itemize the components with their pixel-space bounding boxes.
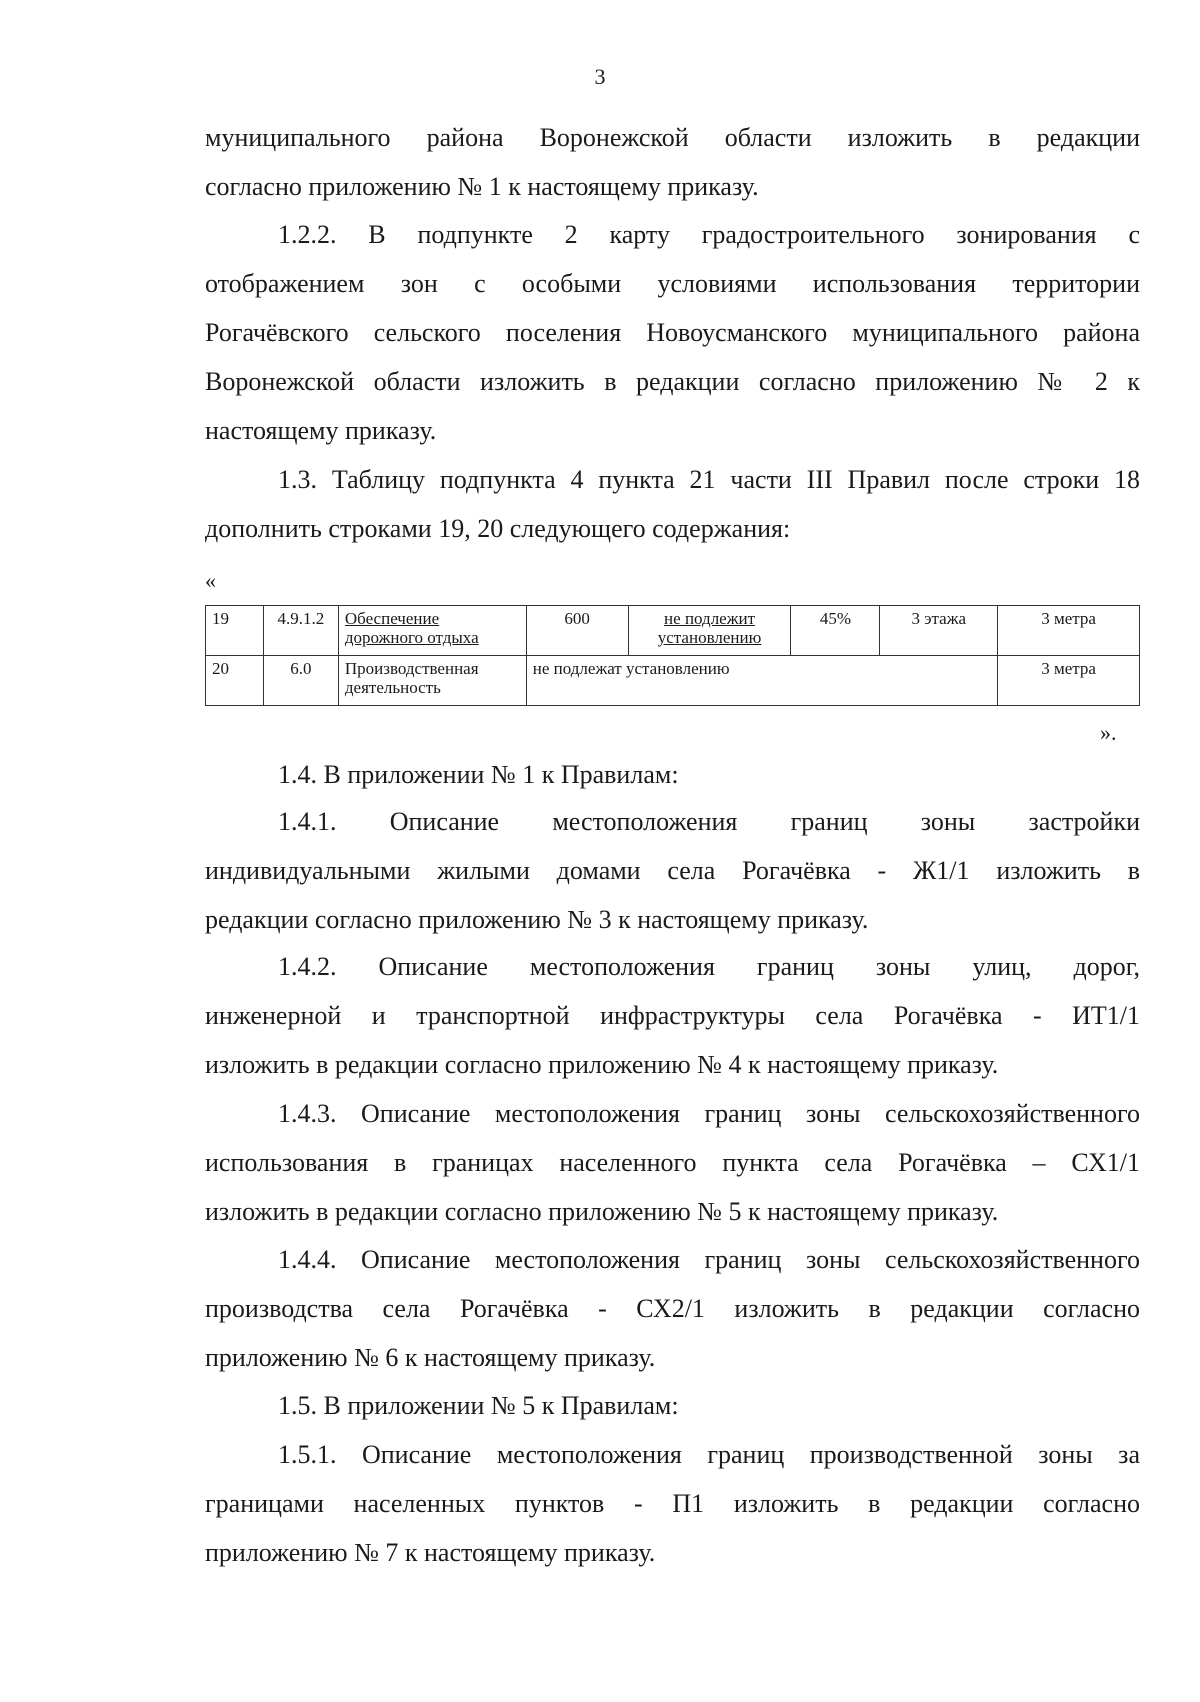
zoning-table xyxy=(205,605,1140,706)
text-line: муниципального района Воронежской области изложить в редакции xyxy=(205,123,1140,152)
text-line: изложить в редакции согласно приложению № 4 к настоящему приказу. xyxy=(205,1050,999,1079)
text-line: настоящему приказу. xyxy=(205,416,437,445)
text-line: 1.4.1. Описание местоположения границ зоны застройки xyxy=(278,807,1140,836)
text-line: инженерной и транспортной инфраструктуры села Рогачёвка - ИТ1/1 xyxy=(205,1001,1140,1030)
text-line: дополнить строками 19, 20 следующего содержания: xyxy=(205,514,791,543)
paragraph-1-4-4 xyxy=(205,1235,1140,1382)
text-line: 1.4.3. Описание местоположения границ зоны сельскохозяйственного xyxy=(278,1099,1140,1128)
cell-name: Обеспечение дорожного отдыха xyxy=(338,606,526,656)
paragraph-1-4-1 xyxy=(205,797,1140,944)
paragraph-1-5-1 xyxy=(205,1430,1140,1577)
cell-distance: 3 метра xyxy=(998,656,1140,706)
text-line: 1.3. Таблицу подпункта 4 пункта 21 части III Правил после строки 18 xyxy=(278,465,1140,494)
paragraph-1-4: 1.4. В приложении № 1 к Правилам: xyxy=(278,760,679,789)
text-line: приложению № 6 к настоящему приказу. xyxy=(205,1343,656,1372)
table-row-20 xyxy=(206,656,1140,706)
text-line: 1.5.1. Описание местоположения границ производственной зоны за xyxy=(278,1440,1140,1469)
text-line: приложению № 7 к настоящему приказу. xyxy=(205,1538,656,1567)
cell-percent: 45% xyxy=(791,606,880,656)
cell-area: 600 xyxy=(526,606,628,656)
paragraph-1-5: 1.5. В приложении № 5 к Правилам: xyxy=(278,1391,679,1420)
quote-close: ». xyxy=(1100,720,1117,745)
cell-setback: не подлежит установлению xyxy=(628,606,791,656)
text-line: использования в границах населенного пункта села Рогачёвка – СХ1/1 xyxy=(205,1148,1140,1177)
cell-name: Производственная деятельность xyxy=(338,656,526,706)
text-line: Воронежской области изложить в редакции согласно приложению № 2 к xyxy=(205,367,1140,396)
text-line: согласно приложению № 1 к настоящему приказу. xyxy=(205,172,759,201)
text-line: редакции согласно приложению № 3 к настоящему приказу. xyxy=(205,905,869,934)
cell-floors: 3 этажа xyxy=(880,606,998,656)
cell-code: 4.9.1.2 xyxy=(263,606,338,656)
text-line: отображением зон с особыми условиями использования территории xyxy=(205,269,1140,298)
cell-merged: не подлежат установлению xyxy=(526,656,997,706)
cell-code: 6.0 xyxy=(263,656,338,706)
page-number: 3 xyxy=(594,64,606,89)
cell-number: 19 xyxy=(206,606,264,656)
text-line: 1.2.2. В подпункте 2 карту градостроительного зонирования с xyxy=(278,220,1140,249)
text-line: 1.4.2. Описание местоположения границ зоны улиц, дорог, xyxy=(278,952,1140,981)
paragraph-1-4-2 xyxy=(205,942,1140,1089)
paragraph-1-4-3 xyxy=(205,1089,1140,1236)
paragraph-1-2-2 xyxy=(205,210,1140,455)
cell-number: 20 xyxy=(206,656,264,706)
text-line: изложить в редакции согласно приложению № 5 к настоящему приказу. xyxy=(205,1197,999,1226)
text-line: 1.4.4. Описание местоположения границ зоны сельскохозяйственного xyxy=(278,1245,1140,1274)
paragraph-1-3 xyxy=(205,455,1140,553)
cell-distance: 3 метра xyxy=(998,606,1140,656)
paragraph-continuation xyxy=(205,113,1140,211)
text-line: границами населенных пунктов - П1 изложить в редакции согласно xyxy=(205,1489,1140,1518)
quote-open: « xyxy=(205,568,216,593)
text-line: индивидуальными жилыми домами села Рогачёвка - Ж1/1 изложить в xyxy=(205,856,1140,885)
table-row-19 xyxy=(206,606,1140,656)
text-line: Рогачёвского сельского поселения Новоусманского муниципального района xyxy=(205,318,1140,347)
text-line: производства села Рогачёвка - СХ2/1 изложить в редакции согласно xyxy=(205,1294,1140,1323)
